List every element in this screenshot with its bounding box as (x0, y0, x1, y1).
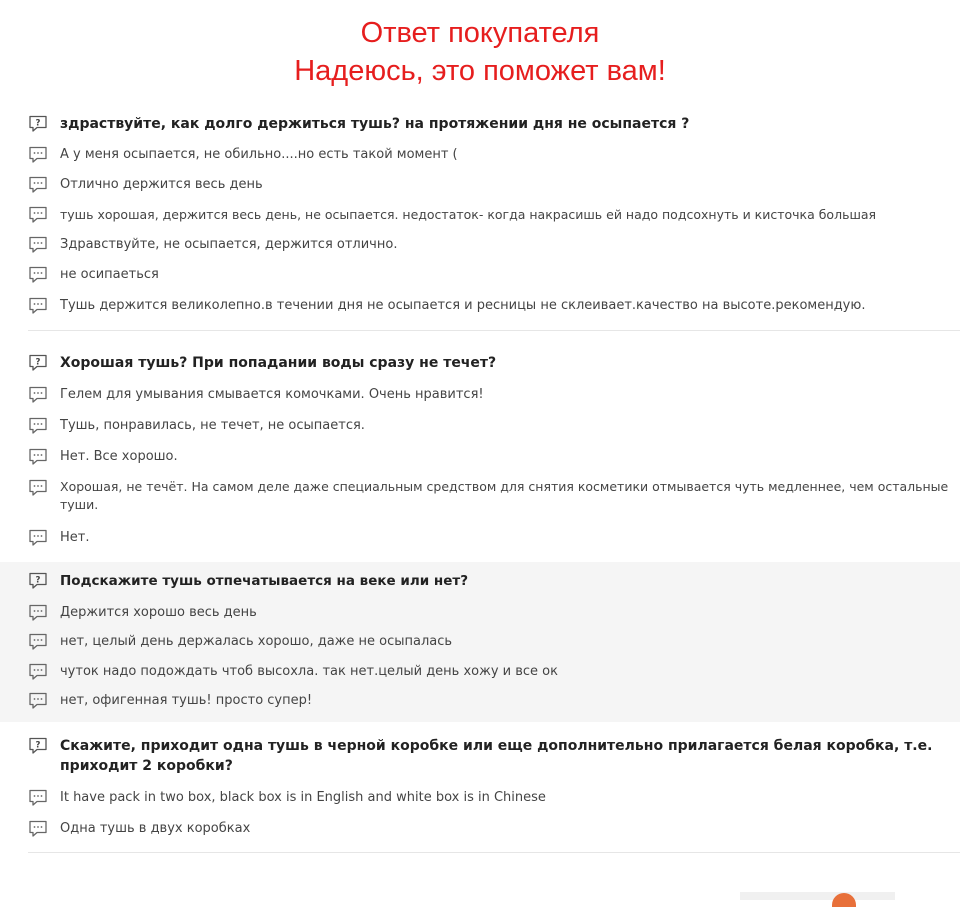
answer-row (28, 662, 960, 681)
answer-text: Хорошая, не течёт. На самом деле даже специальным средством для снятия косметики отмывается чуть медленнее, чем остальные туши. (60, 479, 949, 512)
answer-bubble-icon (28, 692, 48, 710)
question-row (28, 114, 960, 134)
question-row (28, 353, 960, 373)
section-divider (28, 330, 960, 331)
answer-bubble-icon (28, 236, 48, 254)
answer-row (28, 528, 960, 547)
answer-bubble-icon (28, 146, 48, 164)
answer-bubble-icon (28, 176, 48, 194)
answer-text: Одна тушь в двух коробках (60, 821, 251, 836)
answer-text: Отлично держится весь день (60, 177, 263, 192)
answer-row (28, 691, 960, 710)
qa-section-1 (0, 108, 960, 340)
answer-row (28, 447, 960, 466)
answer-bubble-icon (28, 297, 48, 315)
answer-text: Тушь, понравилась, не течет, не осыпается. (60, 418, 365, 433)
answer-row (28, 385, 960, 404)
answer-row (28, 788, 960, 807)
question-bubble-icon (28, 737, 48, 755)
answer-row (28, 632, 960, 651)
answer-bubble-icon (28, 633, 48, 651)
answer-text: нет, целый день держалась хорошо, даже не осыпалась (60, 634, 453, 649)
header-subtitle: Надеюсь, это поможет вам! (294, 55, 666, 87)
answer-text: чуток надо подождать чтоб высохла. так нет.целый день хожу и все ок (60, 664, 558, 679)
answer-row (28, 235, 960, 254)
answer-text: Нет. Все хорошо. (60, 449, 178, 464)
question-bubble-icon (28, 354, 48, 372)
question-row (28, 736, 960, 776)
question-text: Скажите, приходит одна тушь в черной коробке или еще дополнительно прилагается белая коробка, т.е. приходит 2 коробки? (60, 738, 933, 774)
answer-row (28, 175, 960, 194)
answer-text: Тушь держится великолепно.в течении дня не осыпается и ресницы не склеивает.качество на высоте.рекомендую. (60, 298, 866, 313)
question-text: Подскажите тушь отпечатывается на веке или нет? (60, 573, 469, 589)
qa-section-2 (0, 344, 960, 562)
answer-bubble-icon (28, 448, 48, 466)
answer-bubble-icon (28, 417, 48, 435)
answer-text: Нет. (60, 530, 90, 545)
answer-row (28, 819, 960, 838)
answer-bubble-icon (28, 206, 48, 224)
answer-text: Гелем для умывания смывается комочками. Очень нравится! (60, 387, 484, 402)
qa-section-3 (0, 562, 960, 722)
answer-bubble-icon (28, 820, 48, 838)
floating-widget[interactable] (740, 892, 895, 900)
answer-text: Держится хорошо весь день (60, 605, 257, 620)
answer-row (28, 265, 960, 284)
section-divider (28, 852, 960, 853)
question-text: здраствуйте, как долго держиться тушь? на протяжении дня не осыпается ? (60, 116, 690, 132)
answer-bubble-icon (28, 386, 48, 404)
answer-text: А у меня осыпается, не обильно....но есть такой момент ( (60, 147, 458, 162)
answer-bubble-icon (28, 789, 48, 807)
answer-bubble-icon (28, 604, 48, 622)
question-bubble-icon (28, 572, 48, 590)
answer-row (28, 416, 960, 435)
answer-row (28, 296, 960, 315)
answer-row (28, 603, 960, 622)
answer-text: Здравствуйте, не осыпается, держится отлично. (60, 237, 398, 252)
answer-text: нет, офигенная тушь! просто супер! (60, 693, 313, 708)
answer-text: не осипаеться (60, 267, 159, 282)
question-row (28, 571, 960, 591)
answer-bubble-icon (28, 479, 48, 497)
answer-row (28, 205, 960, 224)
answer-text: It have pack in two box, black box is in English and white box is in Chinese (60, 790, 546, 805)
page-header (0, 14, 960, 90)
answer-row (28, 478, 960, 514)
qa-section-4 (0, 722, 960, 862)
question-text: Хорошая тушь? При попадании воды сразу не течет? (60, 355, 497, 371)
question-bubble-icon (28, 115, 48, 133)
answer-text: тушь хорошая, держится весь день, не осыпается. недостаток- когда накрасишь ей надо подсохнуть и кисточка большая (60, 207, 877, 222)
answer-bubble-icon (28, 266, 48, 284)
answer-bubble-icon (28, 529, 48, 547)
answer-bubble-icon (28, 663, 48, 681)
answer-row (28, 145, 960, 164)
header-title: Ответ покупателя (360, 17, 600, 49)
